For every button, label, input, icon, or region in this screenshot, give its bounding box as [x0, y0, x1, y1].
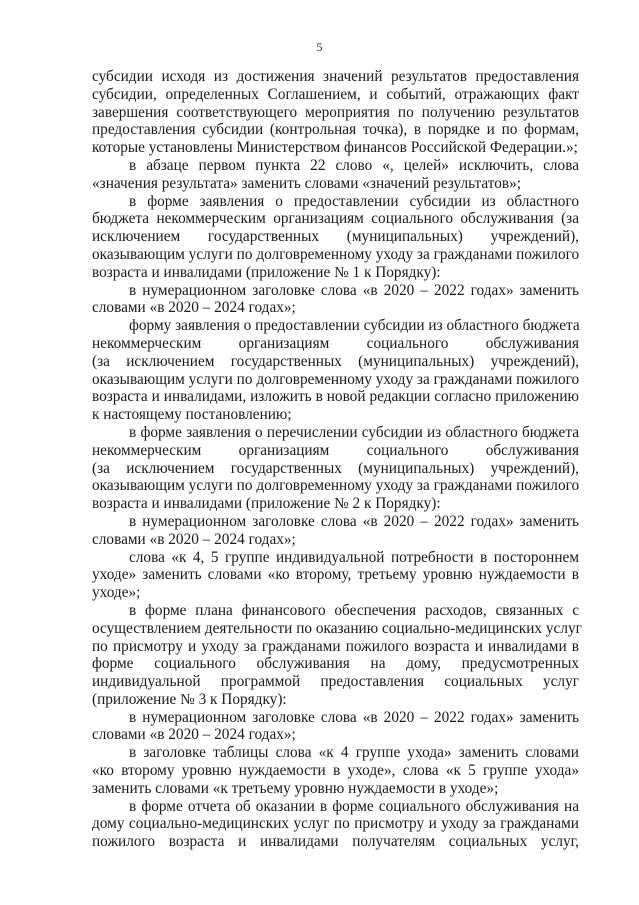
text-line: возраста и инвалидами (приложение № 1 к Порядку): [92, 263, 441, 281]
text-line: словами «в 2020 – 2024 годах»; [92, 726, 296, 744]
document-body [92, 68, 582, 851]
text-line: к настоящему постановлению; [92, 406, 292, 424]
text-line: заменить словами «к третьему уровню нуждаемости в уходе»; [92, 779, 499, 797]
text-line: которые установлены Министерством финансов Российской Федерации.»; [92, 139, 578, 157]
text-line: словами «в 2020 – 2024 годах»; [92, 530, 296, 548]
text-line: (за исключением государственных (муниципальных) учреждений), [92, 459, 579, 477]
text-line: оказывающим услуги по долговременному уходу за гражданами пожилого [92, 477, 580, 495]
text-line: оказывающим услуги по долговременному уходу за гражданами пожилого [92, 245, 580, 263]
text-line: предоставления субсидии (контрольная точка), в порядке и по формам, [92, 121, 579, 139]
text-line: в форме заявления о перечислении субсидии из областного бюджета [129, 423, 579, 441]
text-line: в нумерационном заголовке слова «в 2020 – 2022 годах» заменить [129, 281, 579, 299]
text-line: в форме плана финансового обеспечения расходов, связанных с [129, 601, 579, 619]
text-line: в нумерационном заголовке слова «в 2020 – 2022 годах» заменить [129, 708, 579, 726]
text-line: дому социально-медицинских услуг по присмотру и уходу за гражданами [92, 815, 579, 833]
text-line: возраста и инвалидами (приложение № 2 к Порядку): [92, 495, 441, 513]
text-line: «ко второму уровню нуждаемости в уходе», слова «к 5 группе ухода» [92, 762, 579, 780]
text-line: в форме отчета об оказании в форме социального обслуживания на [129, 797, 579, 815]
text-line: субсидии исходя из достижения значений результатов предоставления [92, 68, 579, 85]
text-line: субсидии, определенных Соглашением, и событий, отражающих факт [92, 85, 579, 103]
text-line: возраста и инвалидами, изложить в новой редакции согласно приложению [92, 388, 579, 406]
text-line: словами «в 2020 – 2024 годах»; [92, 299, 296, 317]
text-line: бюджета некоммерческим организациям социального обслуживания (за [92, 210, 579, 228]
text-line: в форме заявления о предоставлении субсидии из областного [129, 192, 579, 210]
text-line: осуществлением деятельности по оказанию социально-медицинских услуг [92, 619, 582, 637]
text-line: уходе» заменить словами «ко второму, третьему уровню нуждаемости в [92, 566, 579, 584]
text-line: некоммерческим организациям социального обслуживания [92, 334, 579, 352]
text-line: индивидуальной программой предоставления социальных услуг [92, 673, 579, 691]
text-line: форму заявления о предоставлении субсидии из областного бюджета [129, 317, 580, 335]
text-line: по присмотру и уходу за гражданами пожилого возраста и инвалидами в [92, 637, 579, 655]
text-line: «значения результата» заменить словами «значений результатов»; [92, 174, 522, 192]
page-number: 5 [316, 40, 323, 54]
text-line: оказывающим услуги по долговременному уходу за гражданами пожилого [92, 370, 580, 388]
text-line: уходе»; [92, 584, 141, 602]
text-line: в абзаце первом пункта 22 слово «, целей» исключить, слова [129, 156, 579, 174]
text-line: завершения соответствующего мероприятия по получению результатов [92, 103, 579, 121]
text-line: (за исключением государственных (муниципальных) учреждений), [92, 352, 579, 370]
text-line: исключением государственных (муниципальных) учреждений), [92, 228, 579, 246]
text-line: форме социального обслуживания на дому, предусмотренных [92, 655, 579, 673]
text-line: пожилого возраста и инвалидами получателям социальных услуг, [92, 833, 579, 851]
text-line: в заголовке таблицы слова «к 4 группе ухода» заменить словами [129, 744, 579, 762]
text-line: слова «к 4, 5 группе индивидуальной потребности в постороннем [129, 548, 579, 566]
text-line: в нумерационном заголовке слова «в 2020 – 2022 годах» заменить [129, 512, 579, 530]
text-line: (приложение № 3 к Порядку): [92, 690, 287, 708]
text-line: некоммерческим организациям социального обслуживания [92, 441, 579, 459]
